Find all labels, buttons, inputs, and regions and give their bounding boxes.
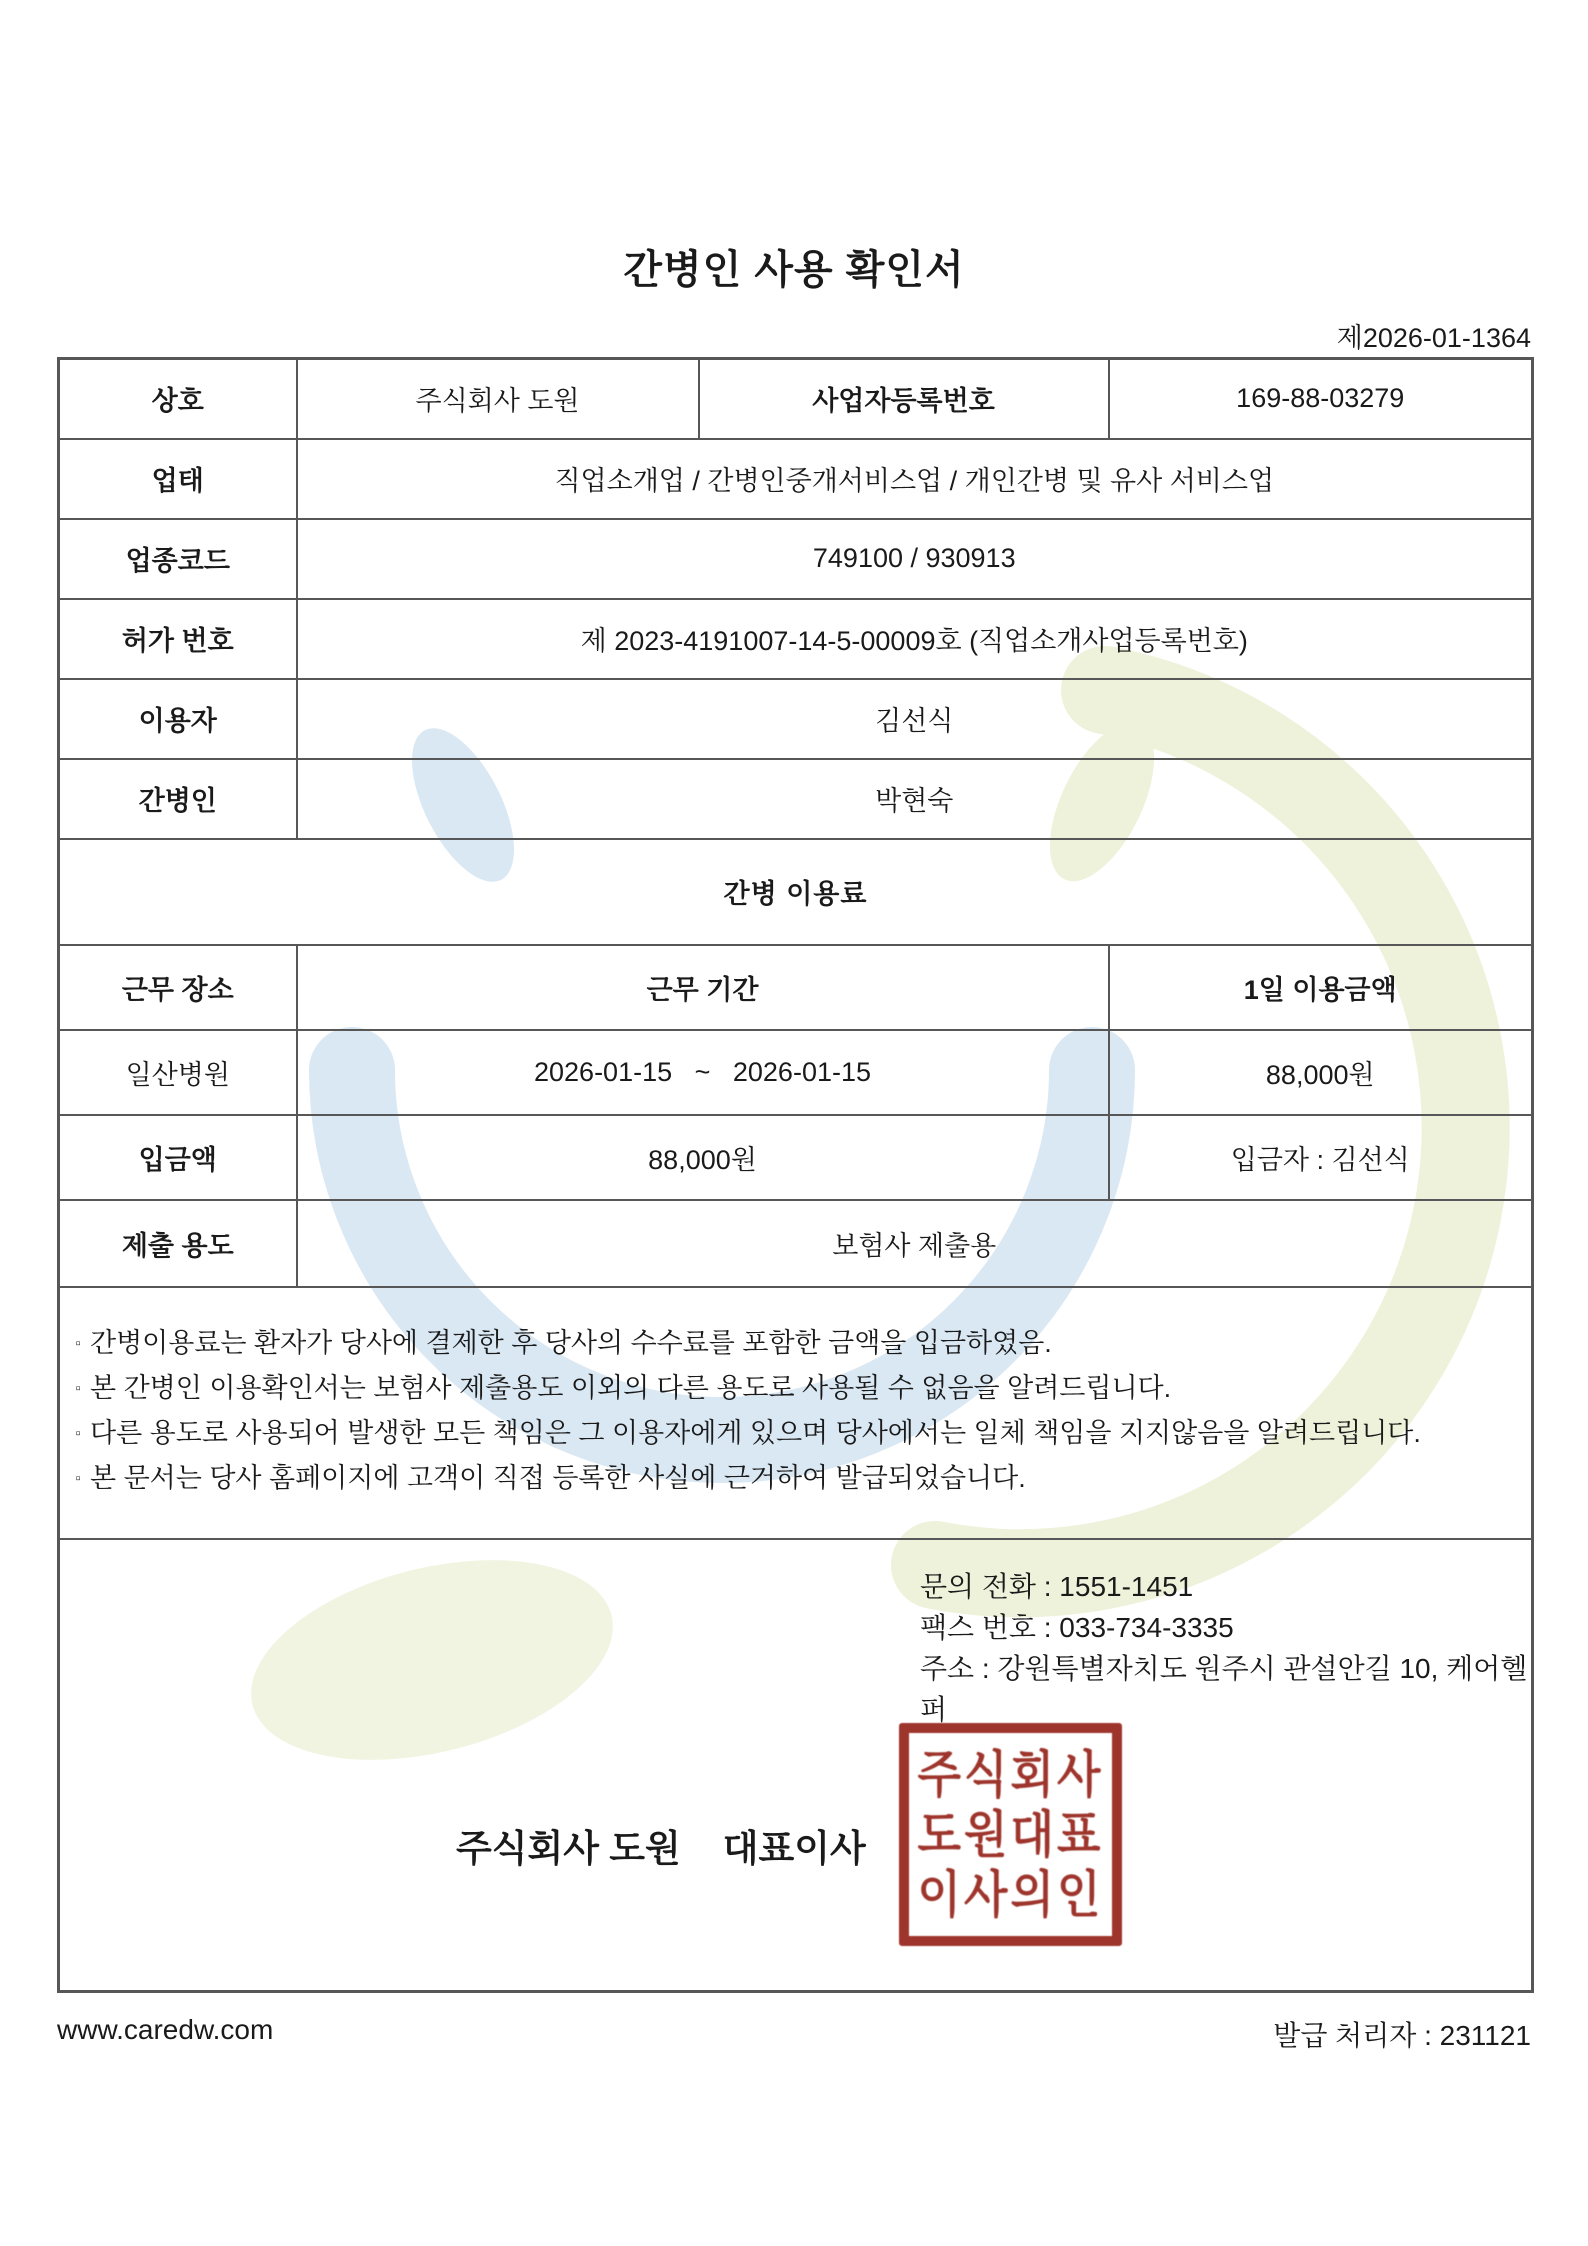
seal-text-line: 도원대표: [917, 1805, 1104, 1863]
deposit-value: 88,000원: [297, 1115, 1109, 1200]
contact-block: [920, 1566, 1531, 1730]
work-period-label: 근무 기간: [297, 945, 1109, 1030]
company-label: 상호: [59, 359, 297, 439]
note-text: 다른 용도로 사용되어 발생한 모든 책임은 그 이용자에게 있으며 당사에서는 일체 책임을 지지않음을 알려드립니다.: [90, 1417, 1421, 1448]
user-value: 김선식: [297, 679, 1533, 759]
table-row: [59, 439, 1533, 519]
biz-type-label: 업태: [59, 439, 297, 519]
work-place-label: 근무 장소: [59, 945, 297, 1030]
notes-row: [59, 1287, 1533, 1539]
caregiver-value: 박현숙: [297, 759, 1533, 839]
fee-section-title: 간병 이용료: [59, 839, 1533, 945]
daily-amount-value: 88,000원: [1109, 1030, 1533, 1115]
table-row: [59, 519, 1533, 599]
page-title: 간병인 사용 확인서: [623, 248, 965, 292]
biz-reg-label: 사업자등록번호: [699, 359, 1109, 439]
purpose-label: 제출 용도: [59, 1200, 297, 1287]
biz-reg-value: 169-88-03279: [1109, 359, 1533, 439]
depositor-label: 입금자: [1230, 1144, 1309, 1175]
note-text: 간병이용료는 환자가 당사에 결제한 후 당사의 수수료를 포함한 금액을 입금하였음.: [90, 1327, 1052, 1358]
contact-fax: 팩스 번호 : 033-734-3335: [920, 1611, 1234, 1643]
caregiver-label: 간병인: [59, 759, 297, 839]
issuer-id: 발급 처리자 : 231121: [1273, 2020, 1531, 2051]
note-item: [66, 1413, 1525, 1458]
note-item: [66, 1368, 1525, 1413]
fee-section-title-row: [59, 839, 1533, 945]
permit-value: 제 2023-4191007-14-5-00009호 (직업소개사업등록번호): [297, 599, 1533, 679]
website-url: www.caredw.com: [57, 2014, 274, 2045]
note-item: [66, 1458, 1525, 1503]
note-item: [66, 1323, 1525, 1368]
depositor-cell: [1109, 1115, 1533, 1200]
work-place-value: 일산병원: [59, 1030, 297, 1115]
signature-row: [59, 1539, 1533, 1992]
corporate-seal-stamp: [899, 1723, 1122, 1946]
table-row: [59, 679, 1533, 759]
industry-code-label: 업종코드: [59, 519, 297, 599]
ceo-title: 대표이사: [722, 1827, 866, 1869]
note-text: 본 문서는 당사 홈페이지에 고객이 직접 등록한 사실에 근거하여 발급되었습니다.: [90, 1462, 1026, 1493]
fee-header-row: [59, 945, 1533, 1030]
note-text: 본 간병인 이용확인서는 보험사 제출용도 이외의 다른 용도로 사용될 수 없음을 알려드립니다.: [90, 1372, 1172, 1403]
notes-cell: [59, 1287, 1533, 1539]
deposit-row: [59, 1115, 1533, 1200]
square-bullet-icon: ▫: [75, 1379, 81, 1397]
biz-type-value: 직업소개업 / 간병인중개서비스업 / 개인간병 및 유사 서비스업: [297, 439, 1533, 519]
purpose-value: 보험사 제출용: [297, 1200, 1533, 1287]
table-row: [59, 599, 1533, 679]
confirmation-table: [57, 357, 1534, 1993]
purpose-row: [59, 1200, 1533, 1287]
seal-text-line: 주식회사: [917, 1745, 1104, 1803]
company-signature-line: [456, 1818, 866, 1872]
table-row: [59, 759, 1533, 839]
work-period-value: 2026-01-15 ~ 2026-01-15: [297, 1030, 1109, 1115]
contact-address: 주소 : 강원특별자치도 원주시 관설안길 10, 케어헬퍼: [920, 1652, 1528, 1725]
square-bullet-icon: ▫: [75, 1334, 81, 1352]
company-value: 주식회사 도원: [297, 359, 699, 439]
daily-amount-label: 1일 이용금액: [1109, 945, 1533, 1030]
table-row: [59, 359, 1533, 439]
depositor-value: : 김선식: [1308, 1144, 1410, 1175]
square-bullet-icon: ▫: [75, 1469, 81, 1487]
permit-label: 허가 번호: [59, 599, 297, 679]
user-label: 이용자: [59, 679, 297, 759]
industry-code-value: 749100 / 930913: [297, 519, 1533, 599]
seal-text-line: 이사의인: [917, 1865, 1104, 1923]
company-name: 주식회사 도원: [456, 1827, 681, 1869]
contact-phone: 문의 전화 : 1551-1451: [920, 1570, 1194, 1602]
square-bullet-icon: ▫: [75, 1424, 81, 1442]
document-number: 제2026-01-1364: [1336, 323, 1531, 353]
fee-data-row: [59, 1030, 1533, 1115]
signature-cell: [59, 1539, 1533, 1992]
deposit-label: 입금액: [59, 1115, 297, 1200]
